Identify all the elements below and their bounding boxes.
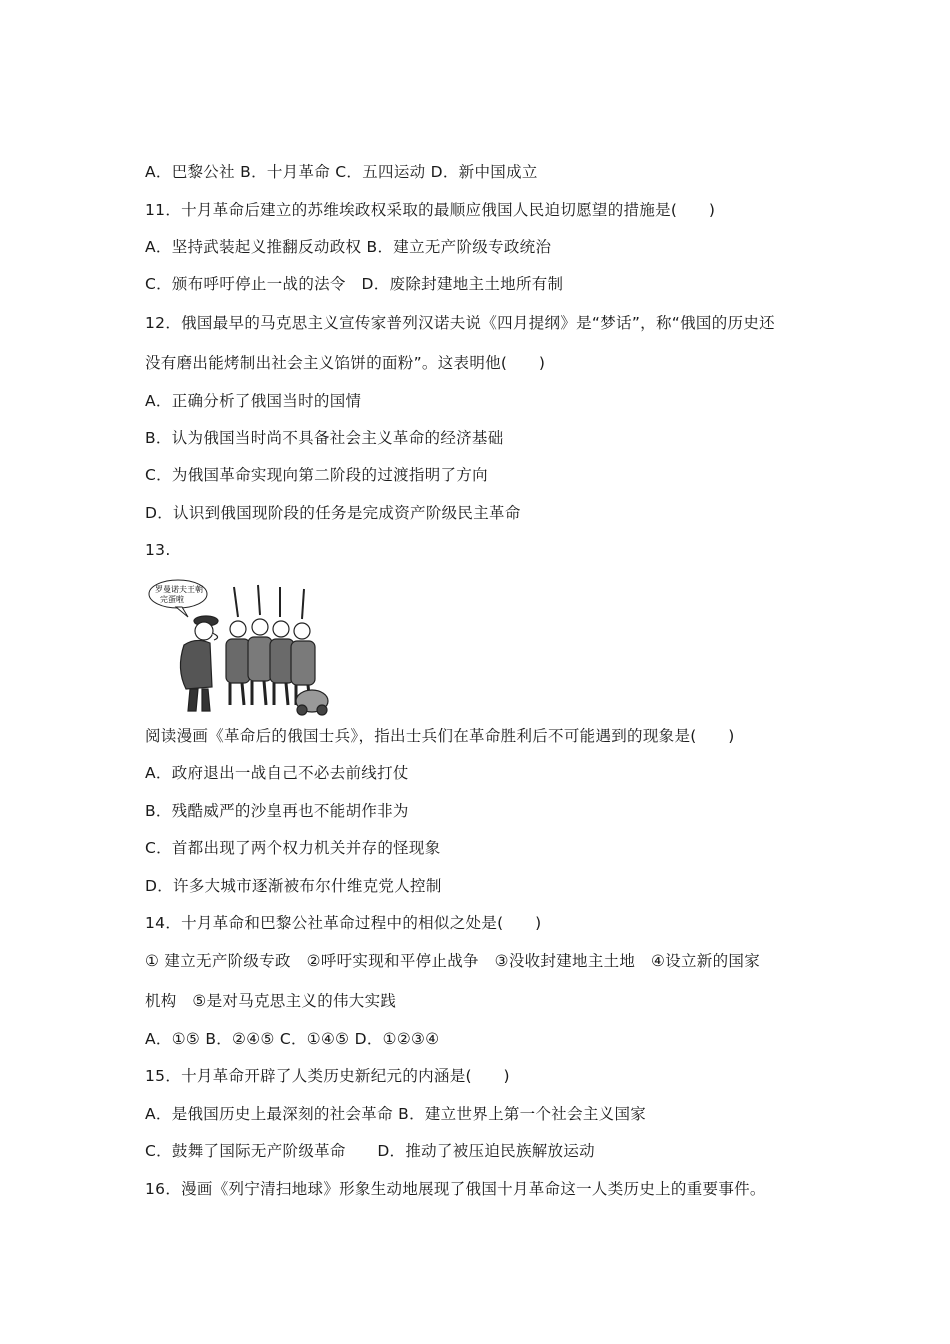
- q13-option-c: C．首都出现了两个权力机关并存的怪现象: [145, 839, 441, 857]
- speech-bubble: [149, 580, 207, 617]
- q13-option-d: D．许多大城市逐渐被布尔什维克党人控制: [145, 877, 442, 895]
- q13-option-a: A．政府退出一战自己不必去前线打仗: [145, 764, 409, 782]
- q12-option-a: A．正确分析了俄国当时的国情: [145, 392, 362, 410]
- q12-option-b: B．认为俄国当时尚不具备社会主义革命的经济基础: [145, 429, 504, 447]
- q12-stem-line2: 没有磨出能烤制出社会主义馅饼的面粉”。这表明他( ): [145, 354, 546, 372]
- q12-option-d: D．认识到俄国现阶段的任务是完成资产阶级民主革命: [145, 504, 521, 522]
- officer-figure: [180, 616, 218, 711]
- q13-stem: 阅读漫画《革命后的俄国士兵》，指出士兵们在革命胜利后不可能遇到的现象是( ): [145, 727, 735, 745]
- q13-option-b: B．残酷威严的沙皇再也不能胡作非为: [145, 802, 409, 820]
- q15-options-ab: A．是俄国历史上最深刻的社会革命 B．建立世界上第一个社会主义国家: [145, 1105, 647, 1123]
- bubble-text-line1: 罗曼诺夫王朝: [155, 585, 203, 594]
- q15-options-cd: C．鼓舞了国际无产阶级革命 D．推动了被压迫民族解放运动: [145, 1142, 595, 1160]
- q10-options: A．巴黎公社 B．十月革命 C．五四运动 D．新中国成立: [145, 163, 538, 181]
- soldiers-group: [226, 585, 328, 715]
- q14-options: A．①⑤ B．②④⑤ C．①④⑤ D．①②③④: [145, 1030, 440, 1048]
- bubble-text-line2: 完蛋啦: [160, 595, 184, 604]
- q14-stem: 14．十月革命和巴黎公社革命过程中的相似之处是( ): [145, 914, 542, 932]
- q12-stem-line1: 12．俄国最早的马克思主义宣传家普列汉诺夫说《四月提纲》是“梦话”，称“俄国的历史还: [145, 314, 775, 332]
- q16-stem: 16．漫画《列宁清扫地球》形象生动地展现了俄国十月革命这一人类历史上的重要事件。: [145, 1180, 766, 1198]
- q14-statements-line1: ① 建立无产阶级专政 ②呼吁实现和平停止战争 ③没收封建地主土地 ④设立新的国家: [145, 952, 761, 970]
- cartoon-image: [146, 577, 334, 717]
- q11-stem: 11．十月革命后建立的苏维埃政权采取的最顺应俄国人民迫切愿望的措施是( ): [145, 201, 716, 219]
- q14-statements-line2: 机构 ⑤是对马克思主义的伟大实践: [145, 992, 397, 1010]
- q12-option-c: C．为俄国革命实现向第二阶段的过渡指明了方向: [145, 466, 488, 484]
- q15-stem: 15．十月革命开辟了人类历史新纪元的内涵是( ): [145, 1067, 510, 1085]
- q13-number: 13.: [145, 541, 171, 559]
- q11-options-ab: A．坚持武装起义推翻反动政权 B．建立无产阶级专政统治: [145, 238, 552, 256]
- q11-options-cd: C．颁布呼吁停止一战的法令 D．废除封建地主土地所有制: [145, 275, 564, 293]
